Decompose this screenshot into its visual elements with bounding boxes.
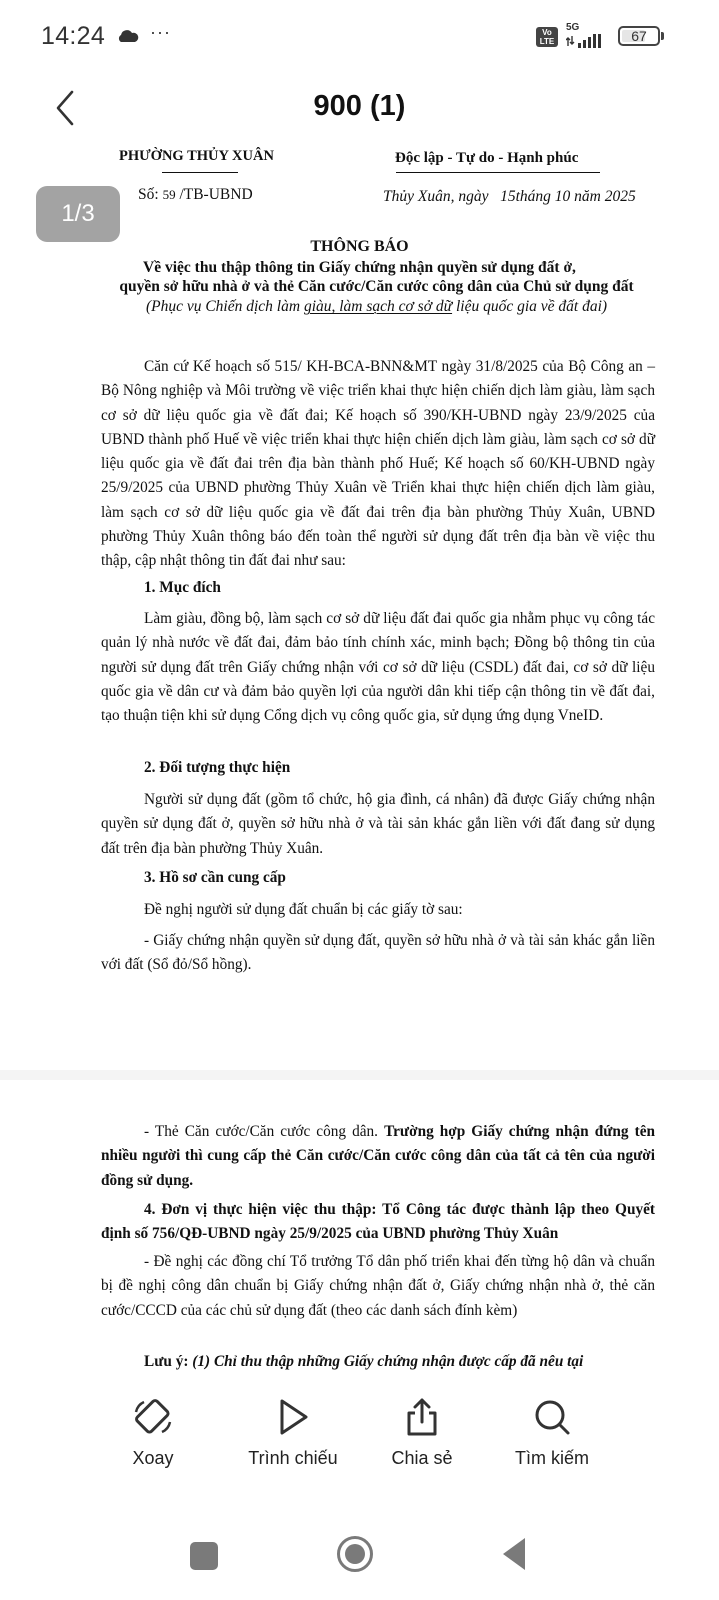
document-title: 900 (1) [313,90,406,122]
notice-subject-line-1: Về việc thu thập thông tin Giấy chứng nhận quyền sử dụng đất ở, [143,259,576,276]
motto: Độc lập - Tự do - Hạnh phúc [395,150,579,166]
subject-part-b: giàu, làm sạch cơ sở dữ [303,298,453,315]
bottom-toolbar [0,1392,719,1500]
system-nav-bar [0,1500,719,1600]
search-label: Tìm kiếm [515,1448,589,1468]
section-3-heading: 3. Hồ sơ cần cung cấp [144,869,286,886]
play-icon [272,1396,314,1438]
search-button[interactable] [487,1396,617,1469]
section-2-heading: 2. Đối tượng thực hiện [144,759,291,776]
number-value: 59 [162,187,176,202]
document-number [138,186,253,204]
section-4-heading: 4. Đơn vị thực hiện việc thu thập: Tổ Công tác được thành lập theo Quyết định số 756/QĐ-UBND ngày 25/9/2025 của UBND phường Thủy Xuân [101,1201,655,1243]
org-name: PHƯỜNG THỦY XUÂN [119,148,274,164]
section-3-intro: Đề nghị người sử dụng đất chuẩn bị các giấy tờ sau: [144,901,463,918]
item-2-plain: - Thẻ Căn cước/Căn cước công dân. [144,1123,385,1140]
section-3-item-1: - Giấy chứng nhận quyền sử dụng đất, quyền sở hữu nhà ở và tài sản khác gắn liền với đất (Sổ đỏ/Sổ hồng). [101,932,655,974]
battery-indicator [618,26,660,46]
search-icon [531,1396,573,1438]
org-underline [162,172,238,173]
subject-part-a: (Phục vụ Chiến dịch làm [145,298,304,315]
rotate-label: Xoay [132,1448,174,1468]
page-indicator-badge: 1/3 [36,186,120,242]
motto-underline [396,172,600,173]
notice-subject-line-3 [0,298,719,316]
section-3-item-2 [101,1120,655,1193]
share-icon [401,1396,443,1438]
status-bar [0,0,719,70]
status-time: 14:24 [41,22,106,50]
notice-title: THÔNG BÁO [310,238,409,255]
signal-icon [566,34,608,48]
battery-level: 67 [631,28,647,44]
slideshow-button[interactable] [228,1396,358,1469]
share-button[interactable] [357,1396,487,1469]
back-triangle-icon[interactable] [503,1538,525,1570]
battery-tip [661,32,664,40]
number-label: Số: [138,186,163,203]
slideshow-label: Trình chiếu [248,1448,338,1468]
section-2-text: Người sử dụng đất (gồm tổ chức, hộ gia đình, cá nhân) đã được Giấy chứng nhận quyền sử dụng đất ở, quyền sở hữu nhà ở và tài sản khác gắn liền với đất đang sử dụng đất trên địa bàn phường Thủy Xuân. [101,791,655,857]
cloud-icon [117,30,139,42]
volte-icon: Vo LTE [536,27,558,47]
note-line [144,1353,583,1371]
rotate-icon [132,1396,174,1438]
section-1-heading: 1. Mục đích [144,579,221,596]
number-suffix: /TB-UBND [175,186,253,203]
note-text: (1) Chỉ thu thập những Giấy chứng nhận được cấp đã nêu tại [192,1353,584,1370]
rotate-button[interactable] [88,1396,218,1469]
note-label: Lưu ý: [144,1353,193,1370]
subject-part-c: liệu quốc gia về đất đai) [452,298,608,315]
page-separator [0,1070,719,1080]
section-1-text: Làm giàu, đồng bộ, làm sạch cơ sở dữ liệu đất đai quốc gia nhằm phục vụ công tác quản lý nhà nước về đất đai, đảm bảo tính chính xác, minh bạch; Đồng bộ thông tin của người sử dụng đất trên Giấy chứng nhận với cơ sở dữ liệu (CSDL) đất đai, cơ sở dữ liệu quốc gia về dân cư và đảm bảo quyền lợi của người dân khi tiếp cận thông tin về đất đai, tạo thuận tiện khi sử dụng Cổng dịch vụ công quốc gia, sử dụng ứng dụng VneID. [101,610,655,725]
notice-subject-line-2: quyền sở hữu nhà ở và thẻ Căn cước/Căn cước công dân của Chủ sử dụng đất [119,278,634,295]
share-label: Chia sẻ [391,1448,453,1468]
section-4-text: - Đề nghị các đồng chí Tổ trưởng Tổ dân phố triển khai đến từng hộ dân và chuẩn bị đề nghị công dân chuẩn bị Giấy chứng nhận đất ở, Giấy chứng nhận nhà ở, thẻ căn cước/CCCD của các chủ sử dụng đất (theo các danh sách đính kèm) [101,1253,655,1319]
intro-paragraph: Căn cứ Kế hoạch số 515/ KH-BCA-BNN&MT ngày 31/8/2025 của Bộ Công an – Bộ Nông nghiệp và Môi trường về việc triển khai thực hiện chiến dịch làm giàu, làm sạch cơ sở dữ liệu quốc gia về đất đai; Kế hoạch số 390/KH-UBND ngày 23/9/2025 của UBND thành phố Huế về việc triển khai thực hiện chiến dịch làm giàu, làm sạch cơ sở dữ liệu quốc gia về đất đai trên địa bàn thành phố Huế; Kế hoạch số 60/KH-UBND ngày 25/9/2025 của UBND phường Thủy Xuân về Triển khai thực hiện chiến dịch làm giàu, làm sạch cơ sở dữ liệu quốc gia về đất đai trên địa bàn phường Thủy Xuân, UBND phường Thủy Xuân thông báo đến toàn thể người sử dụng đất trên địa bàn về việc thu thập, cập nhật thông tin đất đai như sau: [101,358,655,570]
item-2-bold: Trường hợp Giấy chứng nhận đứng tên nhiều người thì cung cấp thẻ Căn cước/Căn cước công dân của tất cả tên của người đồng sử dụng. [101,1123,655,1189]
more-dots-icon: ··· [150,22,171,42]
document-date: Thủy Xuân, ngày 15tháng 10 năm 2025 [383,188,636,205]
network-type: 5G [566,22,580,33]
home-icon[interactable] [337,1536,373,1572]
recent-apps-icon[interactable] [190,1542,218,1570]
